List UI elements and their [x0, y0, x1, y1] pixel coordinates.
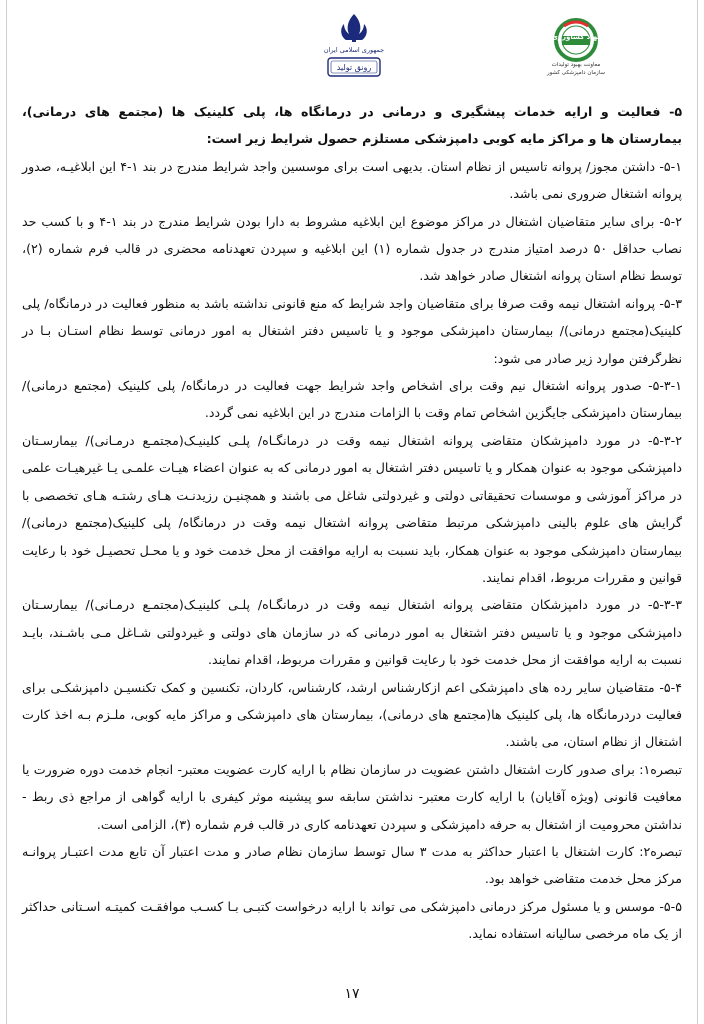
- paragraph-5-2: ۵-۲- برای سایر متقاضیان اشتغال در مراکز موضوع این ابلاغیه مشروط به دارا بودن شرایط مندرج در بند ۱-۴ و با کسب حد نصاب حداقل ۵۰ درصد امتیاز مندرج در جدول شماره (۱) این ابلاغیه و سپردن تعهدنامه محضری در قالب فرم شماره (۲)، توسط نظام استان پروانه اشتغال صادر خواهد شد.: [22, 213, 683, 284]
- jahad-title: جهاد کشاورزی: [551, 33, 603, 41]
- paragraph-5-3-3: ۵-۳-۳- در مورد دامپزشکان متقاضی پروانه اشتغال نیمه وقت در درمانگـاه/ پلـی کلینیـک(مجتمـع درمـانی)/ بیمارسـتان دامپزشکی موجود و یا تاسیس دفتر اشتغال به امور درمانی که در سازمان های دولتی و غیردولتی شـاغل مـی باشـند، بایـد نسبت به ارایه موافقت از محل خدمت خود با رعایت قوانین و مقررات مربوط، اقدام نمایند.: [22, 597, 682, 668]
- page-number: ۱۷: [344, 986, 360, 1002]
- paragraph-5-4: ۵-۴- متقاضیان سایر رده های دامپزشکی اعم ازکارشناس ارشد، کارشناس، کاردان، تکنسین و کمک تکنسیـن دامپزشکـی برای فعالیت دردرمانگاه ها، پلی کلینیک ها(مجتمع های درمانی)، بیمارستان های دامپزشکی و مراکز مایه کوبی، ملـزم بـه اخذ کارت اشتغال از نظام استان، می باشند.: [22, 679, 682, 750]
- emblem-caption: جمهوری اسلامی ایران: [323, 46, 385, 54]
- paragraph-5-1: ۵-۱- داشتن مجوز/ پروانه تاسیس از نظام استان. بدیهی است برای موسسین واجد شرایط مندرج در بند ۱-۴ این ابلاغیـه، صدور پروانه اشتغال ضروری نمی باشد.: [22, 158, 682, 202]
- paragraph-5-3-1: ۵-۳-۱- صدور پروانه اشتغال نیم وقت برای اشخاص واجد شرایط جهت فعالیت در درمانگاه/ پلی کلینیک (مجتمع درمانی)/ بیمارستان دامپزشکی جایگزین اشخاص تمام وقت با الزامات مندرج در این ابلاغیه نمی گردد.: [22, 378, 682, 421]
- note-1: تبصره۱: برای صدور کارت اشتغال داشتن عضویت در سازمان نظام با ارایه کارت عضویت معتبر- انجام خدمت دوره ضرورت یا معافیت قانونی (ویژه آقایان) با ارایه کارت معتبر- نداشتن سابقه سو پیشینه موثر کیفری با ارایه گواهی از مراجع ذی ربط - نداشتن محرومیت از اشتغال به حرفه دامپزشکی و سپردن تعهدنامه کاری در قالب فرم شماره (۳)، الزامی است.: [22, 761, 682, 832]
- page-border-right: [697, 0, 698, 1024]
- paragraph-5: ۵- فعالیت و ارایه خدمات پیشگیری و درمانی در درمانگاه ها، پلی کلینیک ها (مجتمع های درمانی)، بیمارستان ها و مراکز مایه کوبی دامپزشکی مستلزم حصول شرایط زیر است:: [22, 104, 682, 147]
- paragraph-5-3-2: ۵-۳-۲- در مورد دامپزشکان متقاضی پروانه اشتغال نیمه وقت در درمانگـاه/ پلـی کلینیـک(مجتمـع درمـانی)/ بیمارسـتان دامپزشکی موجود به عنوان همکار و یا تاسیس دفتر اشتغال به امور درمانی که به عنوان اعضاء هیـات علمـی یـا غیرهیـات علمی در مراکز آموزشی و موسسات تحقیقاتی دولتی و غیردولتی شاغل می باشند و همچنیـن رزیدنـت هـای رشتـه هـای تخصصی با گرایش های علوم بالینی دامپزشکی مرتبط متقاضی پروانه اشتغال نیمه وقت در درمانگاه/ پلی کلینیک(مجتمع درمانی)/ بیمارستان دامپزشکی موجود به عنوان همکار، باید نسبت به ارایه موافقت از محل خدمت خود و یا محـل تحصیـل خود با رعایت قوانین و مقررات مربوط، اقدام نمایند.: [22, 432, 682, 585]
- page-header: [0, 6, 704, 86]
- page-border-left: [6, 0, 7, 1024]
- note-2: تبصره۲: کارت اشتغال با اعتبار حداکثر به مدت ۳ سال توسط سازمان نظام صادر و مدت اعتبار آن تابع مدت اعتبـار پروانـه مرکز محل خدمت متقاضی خواهد بود.: [22, 843, 682, 887]
- paragraph-5-3: ۵-۳- پروانه اشتغال نیمه وقت صرفا برای متقاضیان واجد شرایط که منع قانونی نداشته باشد به منظور فعالیت در درمانگاه/ پلی کلینیک(مجتمع درمانی)/ بیمارستان دامپزشکی موجود و یا تاسیس دفتر اشتغال به امور درمانی توسط نظام استـان بـا در نظرگرفتن موارد زیر صادر می شود:: [22, 295, 682, 366]
- production-stamp-text: رونق تولید: [336, 63, 372, 72]
- jahad-caption-1: معاونت بهبود تولیدات: [551, 62, 601, 68]
- paragraph-5-5: ۵-۵- موسس و یا مسئول مرکز درمانی دامپزشکی می تواند با ارایه درخواست کتبـی بـا کسـب موافقـت کمیتـه اسـتانی حداکثر از یک ماه مرخصی سالیانه استفاده نماید.: [22, 898, 682, 942]
- jahad-caption-2: سازمان دامپزشکی کشور: [547, 70, 605, 76]
- document-body: [22, 98, 682, 948]
